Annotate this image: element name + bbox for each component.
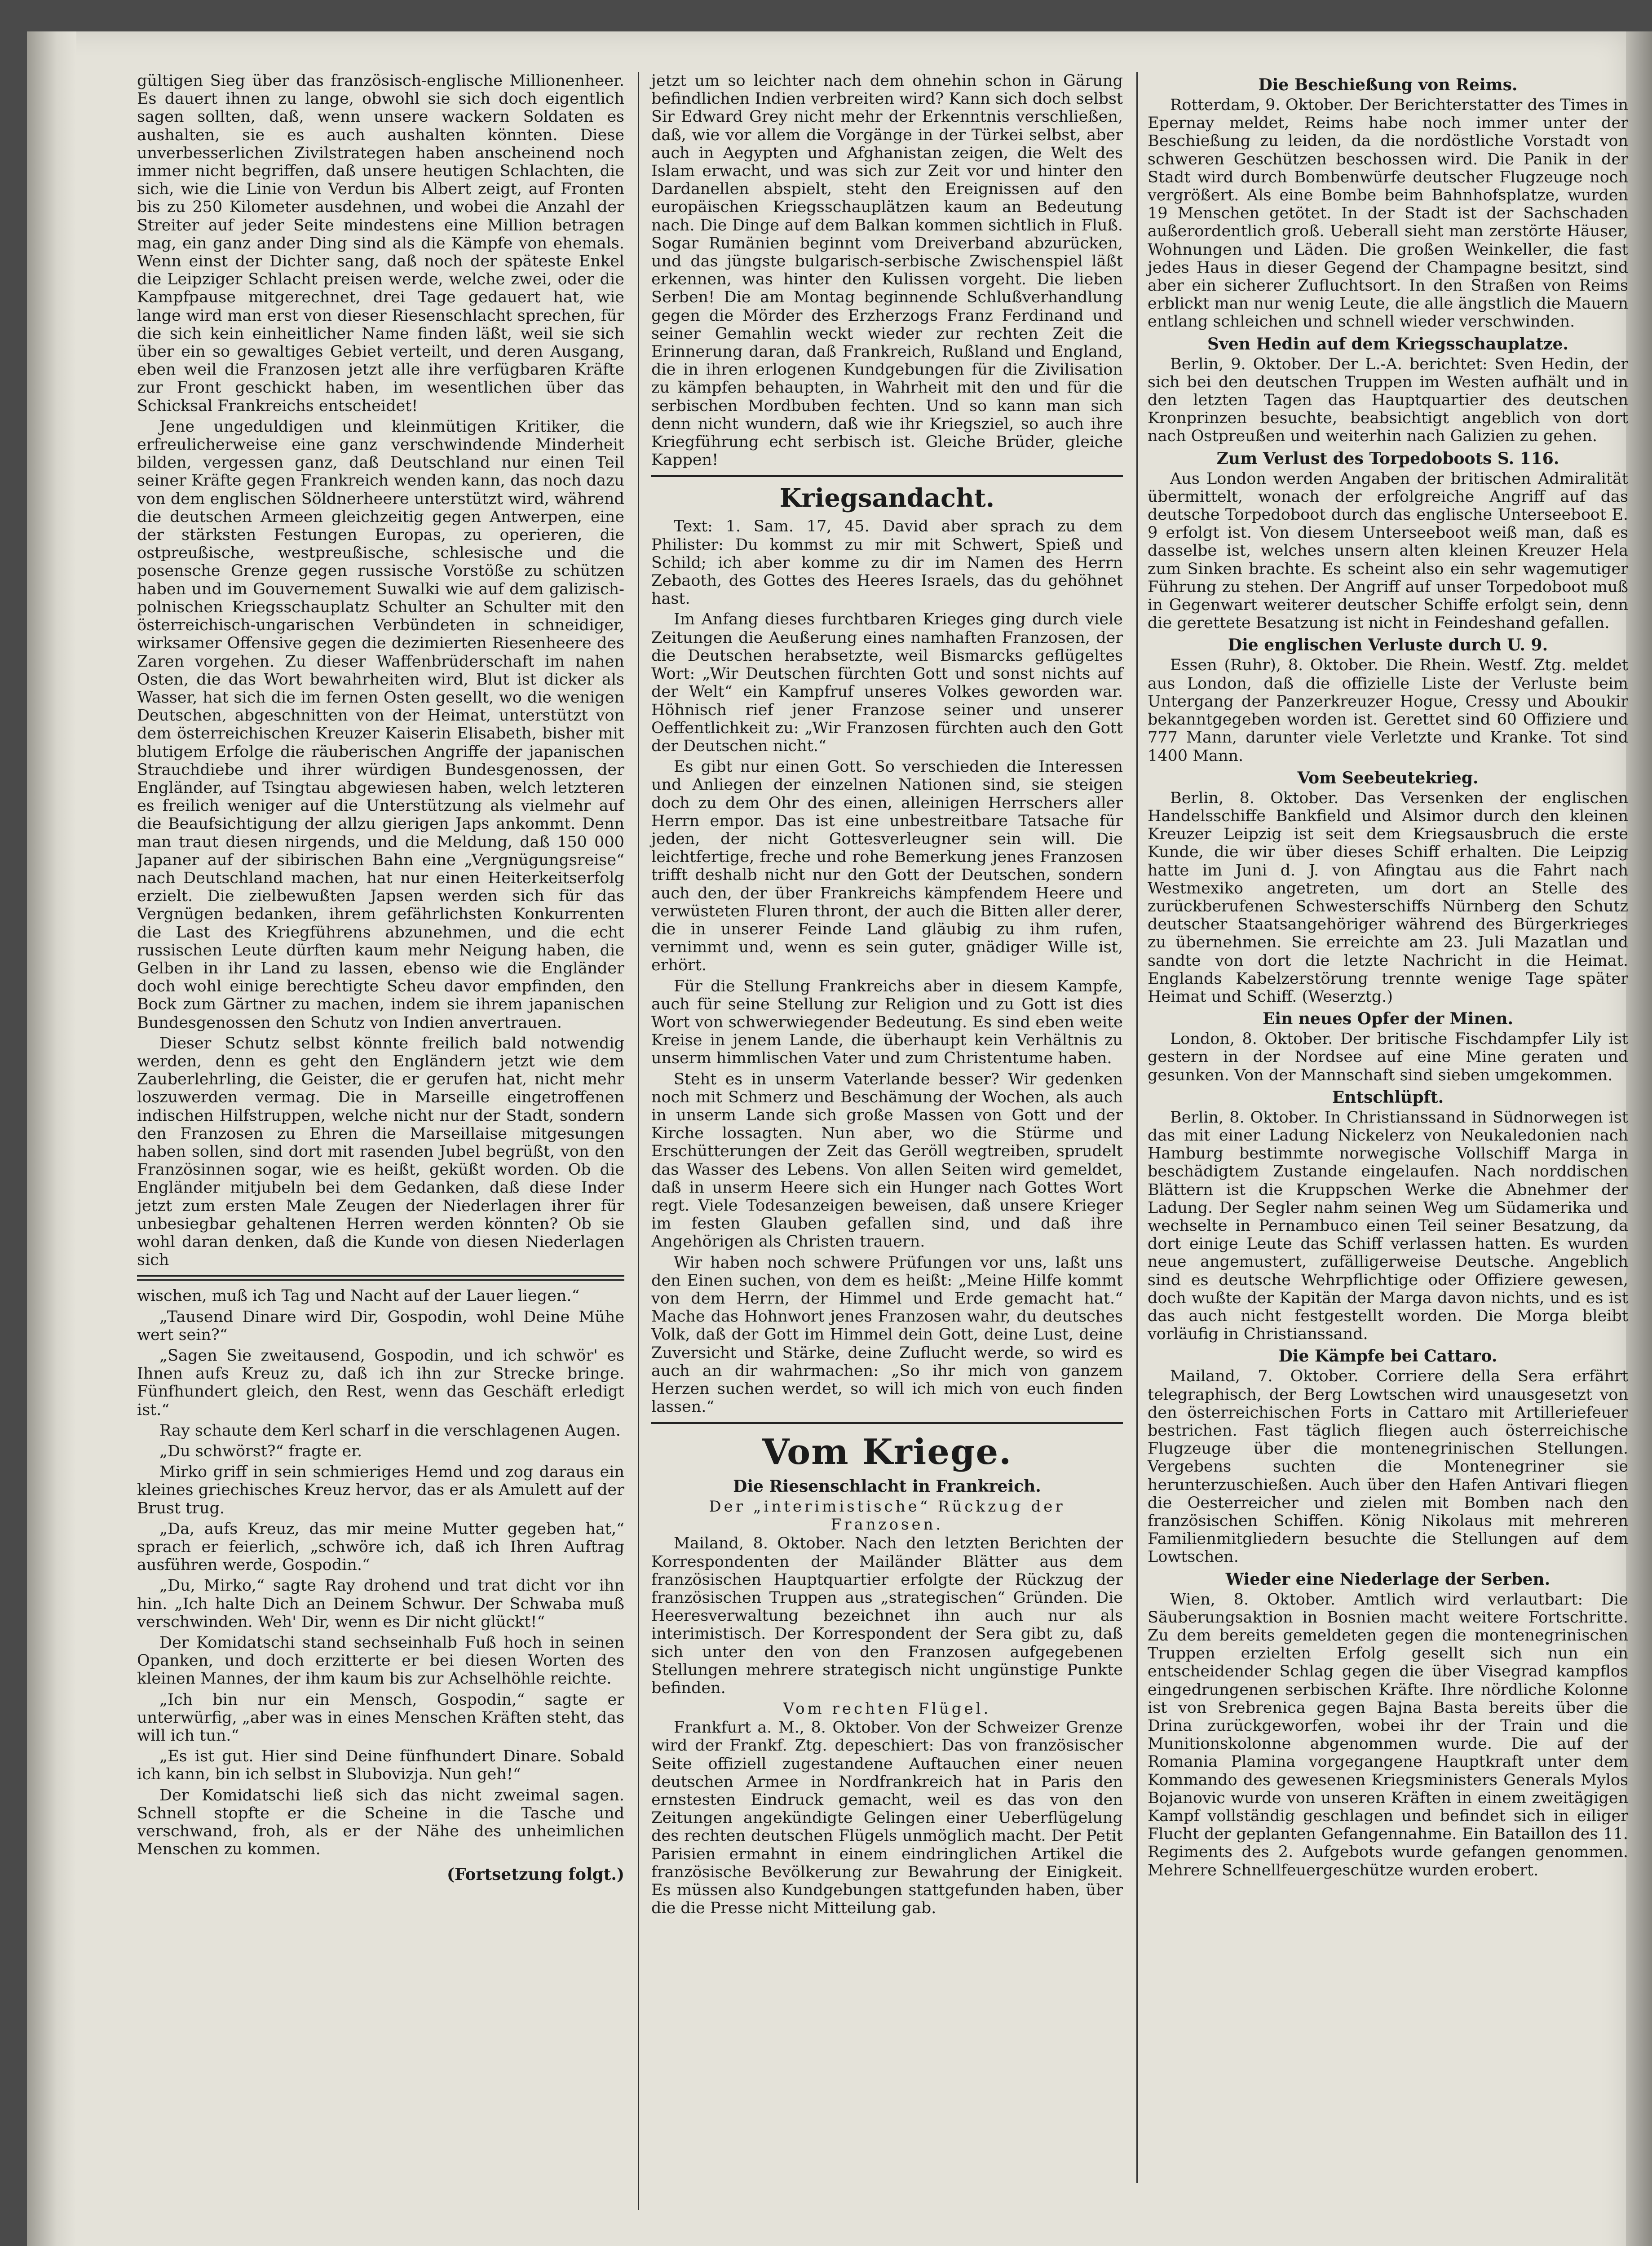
column-divider (1136, 72, 1138, 2183)
paragraph: Dieser Schutz selbst könnte freilich bald notwendig werden, denn es geht den Engländern jetzt wie dem Zauberlehrling, die Geister, die er gerufen hat, nicht mehr loszuwerden vermag. Die in Marseille eingetroffenen indischen Hilfstruppen, welche nicht nur der Stadt, sondern den Franzosen zu Ehren die Marseillaise mitgesungen haben sollen, sind dort mit rasenden Jubel begrüßt, von den Französinnen sogar, wie es heißt, geküßt worden. Ob die Engländer mitjubeln bei dem Gedanken, daß diese Inder jetzt zum ersten Male Zeugen der Niederlagen ihrer für unbesiegbar gehaltenen Herren werden könnten? Ob sie wohl daran denken, daß die Kunde von diesen Niederlagen sich (137, 1034, 624, 1269)
paragraph: Rotterdam, 9. Oktober. Der Berichterstatter des Times in Epernay meldet, Reims habe noch immer unter der Beschießung zu leiden, da die nordöstliche Vorstadt von schweren Geschützen beschossen wird. Die Panik in der Stadt wird durch Bombenwürfe deutscher Flugzeuge noch vergrößert. Als eine Bombe beim Bahnhofsplatze, wurden 19 Menschen getötet. In der Stadt ist der Sachschaden außerordentlich groß. Ueberall sieht man zerstörte Häuser, Wohnungen und Läden. Die großen Weinkeller, die fast jedes Haus in dieser Gegend der Champagne besitzt, sind aber ein sicherer Zufluchtsort. In den Straßen von Reims erblickt man nur wenig Leute, die alle ängstlich die Mauern entlang schleichen und schnell wieder verschwinden. (1148, 96, 1628, 331)
news-heading: Die Beschießung von Reims. (1258, 75, 1518, 94)
column-divider (638, 72, 639, 2210)
vom-kriege-heading: Vom Kriege. (762, 1432, 1012, 1473)
news-heading: Zum Verlust des Torpedoboots S. 116. (1216, 449, 1559, 468)
section-rule (137, 1275, 624, 1281)
paragraph: „Sagen Sie zweitausend, Gospodin, und ich schwör' es Ihnen aufs Kreuz zu, daß ich ihn zur Strecke bringe. Fünfhundert gleich, den Rest, wenn das Geschäft erledigt ist.“ (137, 1347, 624, 1419)
paragraph: Text: 1. Sam. 17, 45. David aber sprach zu dem Philister: Du kommst zu mir mit Schwert, Spieß und Schild; ich aber komme zu dir im Namen des Herrn Zebaoth, des Gottes des Heeres Israels, das du gehöhnet hast. (651, 517, 1123, 608)
page-gutter (27, 31, 76, 2246)
continuation-note: (Fortsetzung folgt.) (446, 1865, 624, 1884)
paragraph: Aus London werden Angaben der britischen Admiralität übermittelt, wonach der erfolgreiche Angriff auf das deutsche Torpedoboot durch das englische Unterseeboot E. 9 erfolgt ist. Von diesem Unterseeboot weiß man, daß es dasselbe ist, welches unsern alten kleinen Kreuzer Hela zum Sinken brachte. Es scheint also ein sehr wagemutiger Führung zu stehen. Der Angriff auf unser Torpedoboot muß in Gegenwart weiterer deutscher Schiffe erfolgt sein, denn die gerettete Besatzung ist nicht in Feindeshand gefallen. (1148, 469, 1628, 632)
paragraph: Wien, 8. Oktober. Amtlich wird verlautbart: Die Säuberungsaktion in Bosnien macht weitere Fortschritte. Zu dem bereits gemeldeten gegen die montenegrinischen Truppen erzielten Erfolg gesellt sich nun ein entscheidender Schlag gegen die über Visegrad kampflos eingedrungenen serbischen Kräfte. Ihre nördliche Kolonne ist von Srebrenica gegen Bajna Basta bereits über die Drina zurückgeworfen, wobei ihr der Train und die Munitionskolonne abgenommen wurde. Die auf der Romania Plamina vorgegangene Hauptkraft unter dem Kommando des gewesenen Kriegsministers Generals Mylos Bojanovic wurde von unseren Kräften in einem zweitägigen Kampf vollständig geschlagen und befindet sich in eiliger Flucht der geplanten Gefangennahme. Ein Bataillon des 11. Regiments des 2. Aufgebots wurde gefangen genommen. Mehrere Schnellfeuergeschütze wurden erobert. (1148, 1590, 1628, 1879)
paragraph: „Tausend Dinare wird Dir, Gospodin, wohl Deine Mühe wert sein?“ (137, 1308, 624, 1344)
paragraph: Es gibt nur einen Gott. So verschieden die Interessen und Anliegen der einzelnen Nationen sind, sie steigen doch zu dem Ohr des einen, alleinigen Herrschers aller Herrn empor. Das ist eine unbestreitbare Tatsache für jeden, der nicht Gottesverleugner sein will. Die leichtfertige, freche und rohe Bemerkung jenes Franzosen trifft deshalb nicht nur den Gott der Deutschen, sondern auch den, der über Frankreichs kämpfendem Heere und verwüsteten Fluren thront, der auch die Bitten aller derer, die in unserer Feinde Land gläubig zu ihm rufen, vernimmt und, wenn es sein guter, gnädiger Wille ist, erhört. (651, 758, 1123, 975)
paragraph: „Es ist gut. Hier sind Deine fünfhundert Dinare. Sobald ich kann, bin ich selbst in Slubovizja. Nun geh!“ (137, 1747, 624, 1784)
news-heading: Entschlüpft. (1332, 1088, 1444, 1107)
schlacht-subheading: Die Riesenschlacht in Frankreich. (733, 1477, 1041, 1496)
column-1 (137, 72, 624, 1884)
news-heading: Wieder eine Niederlage der Serben. (1225, 1570, 1550, 1589)
paragraph: „Du, Mirko,“ sagte Ray drohend und trat dicht vor ihn hin. „Ich halte Dich an Deinem Schwur. Der Schwaba muß verschwinden. Weh' Dir, wenn es Dir nicht glückt!“ (137, 1577, 624, 1631)
news-heading: Vom Seebeutekrieg. (1297, 768, 1479, 787)
paragraph: Der Komidatschi stand sechseinhalb Fuß hoch in seinen Opanken, und doch erzitterte er bei diesen Worten des kleinen Mannes, der ihm kaum bis zur Achselhöhle reichte. (137, 1634, 624, 1688)
paragraph: „Da, aufs Kreuz, das mir meine Mutter gegeben hat,“ sprach er feierlich, „schwöre ich, daß ich Ihren Auftrag ausführen werde, Gospodin.“ (137, 1520, 624, 1574)
paragraph: Mirko griff in sein schmieriges Hemd und zog daraus ein kleines griechisches Kreuz hervor, das er als Amulett auf der Brust trug. (137, 1463, 624, 1517)
paragraph: jetzt um so leichter nach dem ohnehin schon in Gärung befindlichen Indien verbreiten wird? Kann sich doch selbst Sir Edward Grey nicht mehr der Erkenntnis verschließen, daß, wie vor allem die Vorgänge in der Türkei selbst, aber auch in Aegypten und Afghanistan zeigen, die Welt des Islam erwacht, und was sich zur Zeit vor und hinter den Dardanellen abspielt, steht den Ereignissen auf den europäischen Kriegsschauplätzen kaum an Bedeutung nach. Die Dinge auf dem Balkan kommen sichtlich in Fluß. Sogar Rumänien beginnt vom Dreiverband abzurücken, und das jüngste bulgarisch-serbische Zwischenspiel läßt erkennen, was hinter den Kulissen vorgeht. Die lieben Serben! Die am Montag beginnende Schlußverhandlung gegen die Mörder des Erzherzogs Franz Ferdinand und seiner Gemahlin weckt wieder zur rechten Zeit die Erinnerung daran, daß Frankreich, Rußland und England, die in ihren erlogenen Kundgebungen für die Zivilisation zu kämpfen behaupten, in Wahrheit mit den und für die serbischen Mordbuben fechten. Und so kann man sich denn nicht wundern, daß wie ihr Kriegsziel, so auch ihre Kriegführung echt serbisch ist. Gleiche Brüder, gleiche Kappen! (651, 72, 1123, 469)
paragraph: Für die Stellung Frankreichs aber in diesem Kampfe, auch für seine Stellung zur Religion und zu Gott ist dies Wort von schwerwiegender Bedeutung. Es sind eben weite Kreise in jenem Lande, die überhaupt kein Verhältnis zu unserm himmlischen Vater und zum Christentume haben. (651, 977, 1123, 1068)
paragraph: wischen, muß ich Tag und Nacht auf der Lauer liegen.“ (137, 1287, 580, 1305)
paragraph: Berlin, 8. Oktober. In Christianssand in Südnorwegen ist das mit einer Ladung Nickelerz von Neukaledonien nach Hamburg bestimmte norwegische Vollschiff Marga in beschädigtem Zustande eingelaufen. Nach norddischen Blättern ist die Kruppschen Werke die Abnehmer der Ladung. Der Segler nahm seinen Weg um Südamerika und wechselte in Pernambuco einen Teil seiner Besatzung, da dort einige Leute das Schiff verlassen hatten. Es wurden neue angemustert, zufälligerweise Deutsche. Angeblich sind es deutsche Wehrpflichtige oder Offiziere gewesen, doch wußte der Kapitän der Marga davon nichts, und es ist das auch nicht festgestellt worden. Die Morga bleibt vorläufig in Christianssand. (1148, 1108, 1628, 1344)
news-heading: Die Kämpfe bei Cattaro. (1278, 1347, 1497, 1366)
paragraph: „Du schwörst?“ fragte er. (159, 1442, 362, 1461)
column-3 (1148, 72, 1628, 1882)
paragraph: Mailand, 7. Oktober. Corriere della Sera erfährt telegraphisch, der Berg Lowtschen wird unausgesetzt von den österreichischen Forts in Cattaro mit Artilleriefeuer bestrichen. Fast täglich fliegen auch österreichische Flugzeuge über die montenegrinischen Stellungen. Vergebens suchten die Montenegriner sie herunterzuschießen. Auch über den Hafen Antivari fliegen die Oesterreicher und zielen mit Bomben nach den französischen Schiffen. König Nikolaus mit mehreren Familienmitgliedern besuchte die Stellungen auf dem Lowtschen. (1148, 1367, 1628, 1566)
paragraph: Mailand, 8. Oktober. Nach den letzten Berichten der Korrespondenten der Mailänder Blätter aus dem französischen Hauptquartier erfolgte der Rückzug der französischen Truppen aus „strategischen“ Gründen. Die Heeresverwaltung bezeichnet ihn auch nur als interimistisch. Der Korrespondent der Sera gibt zu, daß sich unter den von den Franzosen aufgegebenen Stellungen mehrere strategisch nicht ungünstige Punkte befinden. (651, 1534, 1123, 1698)
paragraph: Berlin, 8. Oktober. Das Versenken der englischen Handelsschiffe Bankfield und Alsimor durch den kleinen Kreuzer Leipzig ist seit dem Kriegsausbruch die erste Kunde, die wir über dieses Schiff erhalten. Die Leipzig hatte im Juni d. J. von Afingtau aus die Fahrt nach Westmexiko angetreten, um dort an Stelle des zurückberufenen Schwesterschiffs Nürnberg den Schutz deutscher Staatsangehöriger während des Bürgerkrieges zu übernehmen. Sie erreichte am 23. Juli Mazatlan und sandte von dort die letzte Nachricht in die Heimat. Englands Kabelzerstörung trennte wenige Tage später Heimat und Schiff. (Weserztg.) (1148, 789, 1628, 1006)
paragraph: Der Komidatschi ließ sich das nicht zweimal sagen. Schnell stopfte er die Scheine in die Tasche und verschwand, froh, als er der Nähe des unheimlichen Menschen zu kommen. (137, 1786, 624, 1859)
fluegel-subheading: Vom rechten Flügel. (783, 1700, 991, 1718)
paragraph: „Ich bin nur ein Mensch, Gospodin,“ sagte er unterwürfig, „aber was in eines Menschen Kräften steht, das will ich tun.“ (137, 1690, 624, 1745)
paragraph: London, 8. Oktober. Der britische Fischdampfer Lily ist gestern in der Nordsee auf eine Mine geraten und gesunken. Von der Mannschaft sind sieben umgekommen. (1148, 1030, 1628, 1084)
news-heading: Sven Hedin auf dem Kriegsschauplatze. (1207, 334, 1569, 354)
paragraph: Essen (Ruhr), 8. Oktober. Die Rhein. Westf. Ztg. meldet aus London, daß die offizielle Liste der Verluste beim Untergang der Panzerkreuzer Hogue, Cressy und Aboukir bekanntgegeben worden ist. Gerettet sind 60 Offiziere und 777 Mann, darunter viele Verletzte und Kranke. Tot sind 1400 Mann. (1148, 656, 1628, 765)
paragraph: Wir haben noch schwere Prüfungen vor uns, laßt uns den Einen suchen, von dem es heißt: „Meine Hilfe kommt von dem Herrn, der Himmel und Erde gemacht hat.“ Mache das Hohnwort jenes Franzosen wahr, du deutsches Volk, daß der Gott im Himmel dein Gott, deine Lust, deine Zuversicht und Stärke, deine Zuflucht werde, so wird es auch an dir wahrmachen: „So ihr mich von ganzem Herzen suchen werdet, so will ich mich von euch finden lassen.“ (651, 1253, 1123, 1416)
news-heading: Ein neues Opfer der Minen. (1262, 1009, 1514, 1029)
rueckzug-subheading: Der „interimistische“ Rückzug der Franzosen. (709, 1498, 1065, 1534)
paragraph: Ray schaute dem Kerl scharf in die verschlagenen Augen. (159, 1421, 621, 1440)
paragraph: Steht es in unserm Vaterlande besser? Wir gedenken noch mit Schmerz und Beschämung der Wochen, als auch in unserm Lande sich große Massen von Gott und der Kirche lossagten. Nun aber, wo die Stürme und Erschütterungen der Zeit das Geröll wegtreiben, sprudelt das Wasser des Lebens. Von allen Seiten wird gemeldet, daß in unserm Heere sich ein Hunger nach Gottes Wort regt. Viele Todesanzeigen beweisen, daß unsere Krieger im festen Glauben gefallen sind, und daß ihre Angehörigen als Christen trauern. (651, 1070, 1123, 1251)
paragraph: Frankfurt a. M., 8. Oktober. Von der Schweizer Grenze wird der Frankf. Ztg. depeschiert: Das von französischer Seite offiziell zugestandene Auftauchen einer neuen deutschen Armee in Nordfrankreich hat in Paris den ernstesten Eindruck gemacht, weil es das von den Zeitungen angekündigte Gelingen einer Ueberflügelung des rechten deutschen Flügels unmöglich macht. Der Petit Parisien ermahnt in einem eindringlichen Artikel die französische Bevölkerung zur Bewahrung der Einigkeit. Es müssen also Kundgebungen stattgefunden haben, über die die Presse nicht Mitteilung gab. (651, 1719, 1123, 1918)
andacht-heading: Kriegsandacht. (779, 483, 995, 513)
section-rule (651, 475, 1123, 477)
next-page-edge (1626, 31, 1652, 2246)
paragraph: Jene ungeduldigen und kleinmütigen Kritiker, die erfreulicherweise eine ganz verschwindende Minderheit bilden, vergessen ganz, daß Deutschland nur einen Teil seiner Kräfte gegen Frankreich wenden kann, das noch dazu von dem englischen Söldnerheere unterstützt wird, während die deutschen Armeen gleichzeitig gegen Antwerpen, eine der stärksten Festungen Europas, zu operieren, die ostpreußische, westpreußische, schlesische und die posensche Grenze gegen russische Vorstöße zu schützen haben und im Gouvernement Suwalki wie auf dem galizisch-polnischen Kriegsschauplatz Schulter an Schulter mit den österreichisch-ungarischen Verbündeten in schneidiger, wirksamer Offensive gegen die dezimierten Riesenheere des Zaren vorgehen. Zu dieser Waffenbrüderschaft im nahen Osten, die das Wort bewahrheiten wird, Blut ist dicker als Wasser, hat sich die im fernen Osten gesellt, wo die wenigen Deutschen, abgeschnitten von der Heimat, unterstützt von dem österreichischen Kreuzer Kaiserin Elisabeth, bisher mit blutigem Erfolge die räuberischen Angriffe der japanischen Strauchdiebe und ihrer würdigen Bundesgenossen, der Engländer, auf Tsingtau abgewiesen haben, welch letzteren es freilich weniger auf die Unterstützung als vielmehr auf die Beaufsichtigung der allzu gierigen Japs ankommt. Denn man traut diesen nirgends, und die Meldung, daß 150 000 Japaner auf der sibirischen Bahn eine „Vergnügungsreise“ nach Deutschland machen, hat nur einen Heiterkeitserfolg erzielt. Die zielbewußten Japsen werden sich für das Vergnügen bedanken, ihrem gefährlichsten Konkurrenten die Last des Kriegführens abzunehmen, und die echt russischen Leute dürften kaum mehr Neigung haben, die Gelben in ihr Land zu lassen, ebenso wie die Engländer doch wohl einige berechtigte Scheu davor empfinden, den Bock zum Gärtner zu machen, indem sie ihrem japanischen Bundesgenossen den Schutz von Indien anvertrauen. (137, 417, 624, 1032)
news-heading: Die englischen Verluste durch U. 9. (1228, 636, 1548, 655)
paragraph: gültigen Sieg über das französisch-englische Millionenheer. Es dauert ihnen zu lange, obwohl sie sich doch eigentlich sagen sollten, daß, wenn unsere wackern Soldaten es aushalten, sie es auch aushalten könnten. Diese unverbesserlichen Zivilstrategen haben anscheinend noch immer nicht begriffen, daß unsere heutigen Schlachten, die sich, wie die Linie von Verdun bis Albert zeigt, auf Fronten bis zu 250 Kilometer ausdehnen, und wobei die Anzahl der Streiter auf jeder Seite mindestens eine Million betragen mag, ein ganz ander Ding sind als die Kämpfe von ehemals. Wenn einst der Dichter sang, daß noch der späteste Enkel die Leipziger Schlacht preisen werde, welche zwei, oder die Kampfpause mitgerechnet, drei Tage gedauert hat, wie lange wird man erst von dieser Riesenschlacht sprechen, für die sich kein einheitlicher Name finden läßt, weil sie sich über ein so gewaltiges Gebiet verteilt, und deren Ausgang, eben weil die Franzosen jetzt alle ihre verfügbaren Kräfte zur Front geschickt haben, im wesentlichen über das Schicksal Frankreichs entscheidet! (137, 72, 624, 415)
paragraph: Berlin, 9. Oktober. Der L.-A. berichtet: Sven Hedin, der sich bei den deutschen Truppen im Westen aufhält und in den letzten Tagen das Hauptquartier des deutschen Kronprinzen besuchte, beabsichtigt angeblich von dort nach Ostpreußen und weiterhin nach Galizien zu gehen. (1148, 355, 1628, 446)
paragraph: Im Anfang dieses furchtbaren Krieges ging durch viele Zeitungen die Aeußerung eines namhaften Franzosen, der die Deutschen herabsetzte, weil Bismarcks geflügeltes Wort: „Wir Deutschen fürchten Gott und sonst nichts auf der Welt“ ein Kampfruf unseres Volkes geworden war. Höhnisch rief jener Franzose seiner und unserer Oeffentlichkeit zu: „Wir Franzosen fürchten auch den Gott der Deutschen nicht.“ (651, 610, 1123, 755)
section-rule (651, 1422, 1123, 1424)
column-2 (651, 72, 1123, 1920)
